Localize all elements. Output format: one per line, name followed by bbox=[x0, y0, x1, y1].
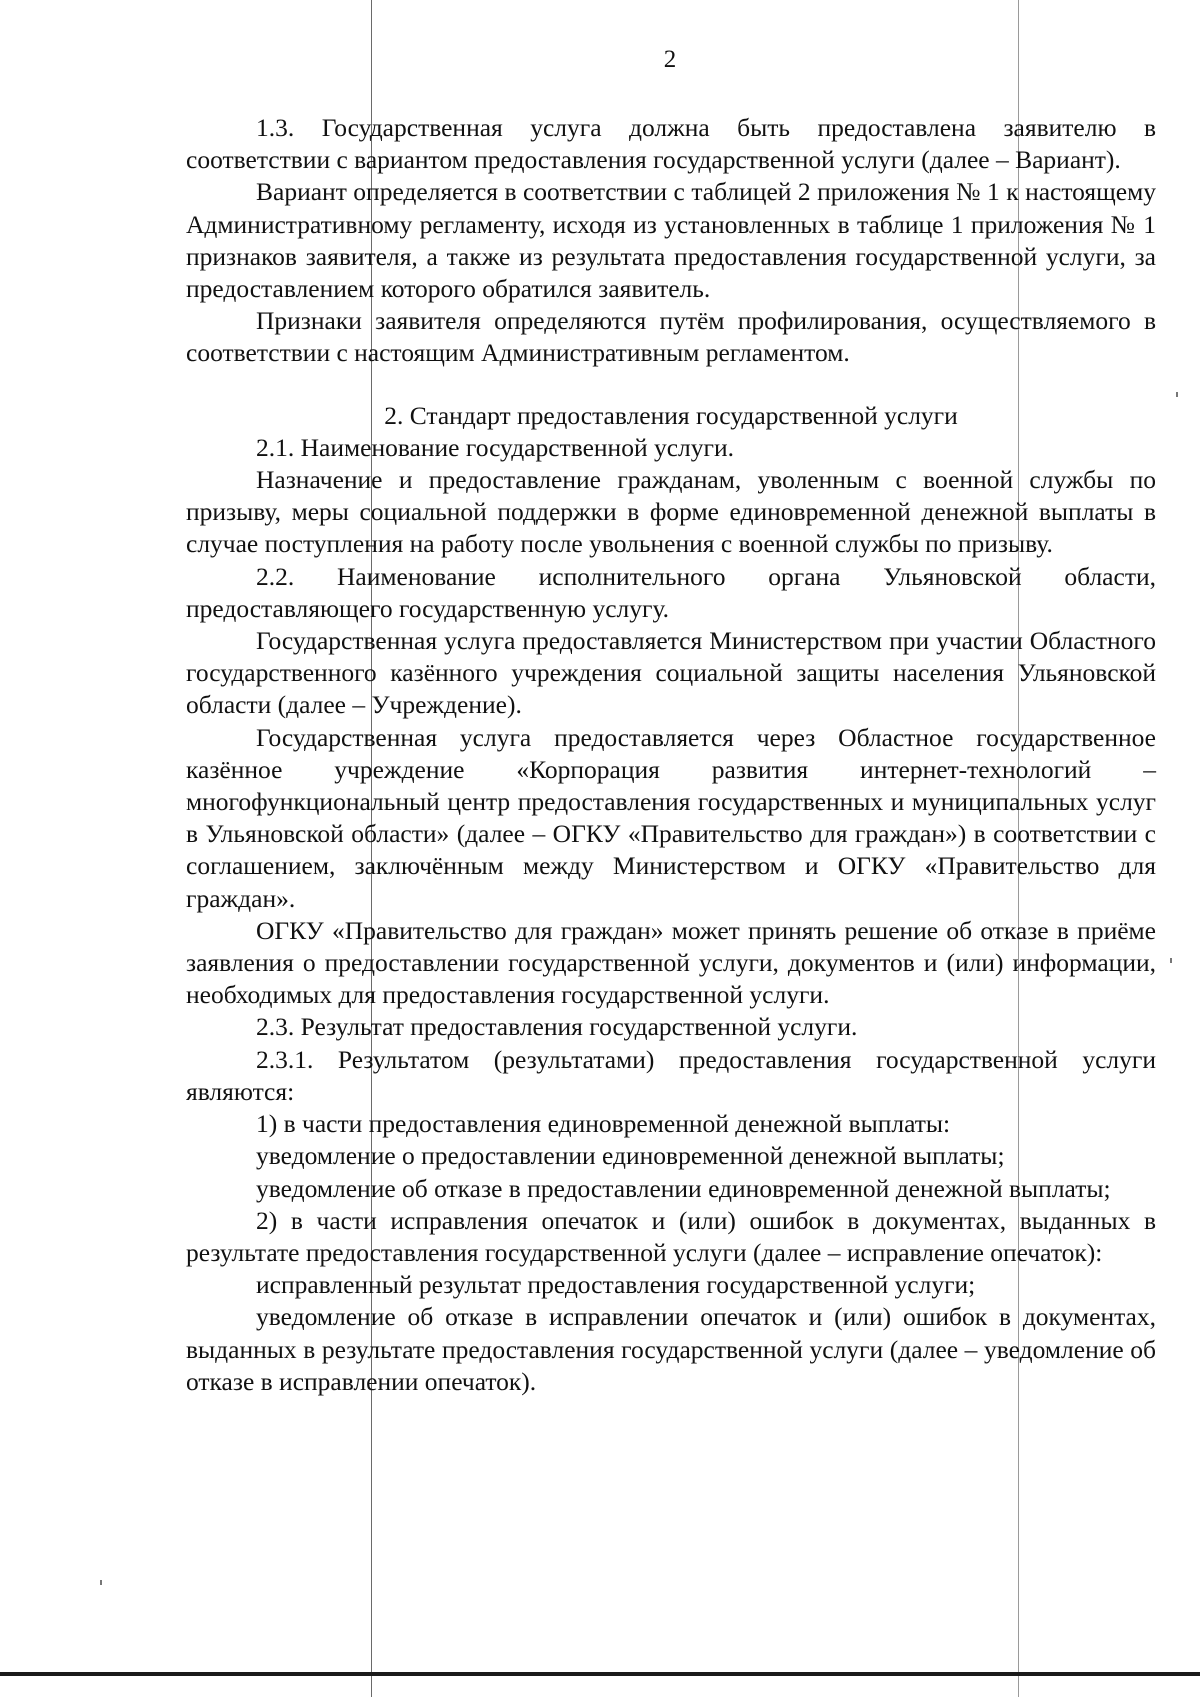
list-item-2-a: исправленный результат предоставления государственной услуги; bbox=[256, 1270, 976, 1300]
scan-speck bbox=[1176, 392, 1178, 397]
scan-speck bbox=[1170, 958, 1172, 963]
page-number: 2 bbox=[663, 46, 677, 73]
section-heading: 2. Стандарт предоставления государственной услуги bbox=[384, 400, 958, 430]
paragraph-service-name: Назначение и предоставление гражданам, уволенным с военной службы по призыву, меры социальной поддержки в форме единовременной денежной выплаты в случае поступления на работу после увольнения с военной службы по призыву. bbox=[186, 465, 1156, 559]
list-item-1-b: уведомление об отказе в предоставлении единовременной денежной выплаты; bbox=[256, 1173, 1111, 1203]
paragraph-2-3: 2.3. Результат предоставления государственной услуги. bbox=[256, 1012, 858, 1042]
paragraph-mfc: Государственная услуга предоставляется через Областное государственное казённое учреждение «Корпорация развития интернет-технологий – многофункциональный центр предоставления государственных и муниципальных услуг в Ульяновской области» (далее – ОГКУ «Правительство для граждан») в соответствии с соглашением, заключённым между Министерством и ОГКУ «Правительство для граждан». bbox=[186, 722, 1156, 913]
paragraph-2-1: 2.1. Наименование государственной услуги. bbox=[256, 432, 735, 462]
list-item-2-b: уведомление об отказе в исправлении опечаток и (или) ошибок в документах, выданных в результате предоставления государственной услуги (далее – уведомление об отказе в исправлении опечаток). bbox=[186, 1302, 1156, 1396]
paragraph-2-2: 2.2. Наименование исполнительного органа Ульяновской области, предоставляющего государственную услугу. bbox=[186, 561, 1156, 623]
list-item-2: 2) в части исправления опечаток и (или) ошибок в документах, выданных в результате предоставления государственной услуги (далее – исправление опечаток): bbox=[186, 1205, 1156, 1267]
paragraph-applicant-features: Признаки заявителя определяются путём профилирования, осуществляемого в соответствии с настоящим Административным регламентом. bbox=[186, 306, 1156, 368]
scan-speck bbox=[100, 1580, 102, 1585]
paragraph-refusal: ОГКУ «Правительство для граждан» может принять решение об отказе в приёме заявления о предоставлении государственной услуги, документов и (или) информации, необходимых для предоставления государственной услуги. bbox=[186, 915, 1156, 1010]
document-body bbox=[186, 112, 1156, 1398]
paragraph-ministry: Государственная услуга предоставляется Министерством при участии Областного государственного казённого учреждения социальной защиты населения Ульяновской области (далее – Учреждение). bbox=[186, 626, 1156, 720]
list-item-1-a: уведомление о предоставлении единовременной денежной выплаты; bbox=[256, 1141, 1005, 1171]
scan-bottom-edge bbox=[0, 1672, 1200, 1676]
paragraph-1-3: 1.3. Государственная услуга должна быть предоставлена заявителю в соответствии с вариантом предоставления государственной услуги (далее – Вариант). bbox=[186, 113, 1156, 175]
paragraph-variant: Вариант определяется в соответствии с таблицей 2 приложения № 1 к настоящему Административному регламенту, исходя из установленных в таблице 1 приложения № 1 признаков заявителя, а также из результата предоставления государственной услуги, за предоставлением которого обратился заявитель. bbox=[186, 177, 1156, 304]
list-item-1: 1) в части предоставления единовременной денежной выплаты: bbox=[256, 1109, 951, 1139]
paragraph-2-3-1: 2.3.1. Результатом (результатами) предоставления государственной услуги являются: bbox=[186, 1044, 1156, 1106]
